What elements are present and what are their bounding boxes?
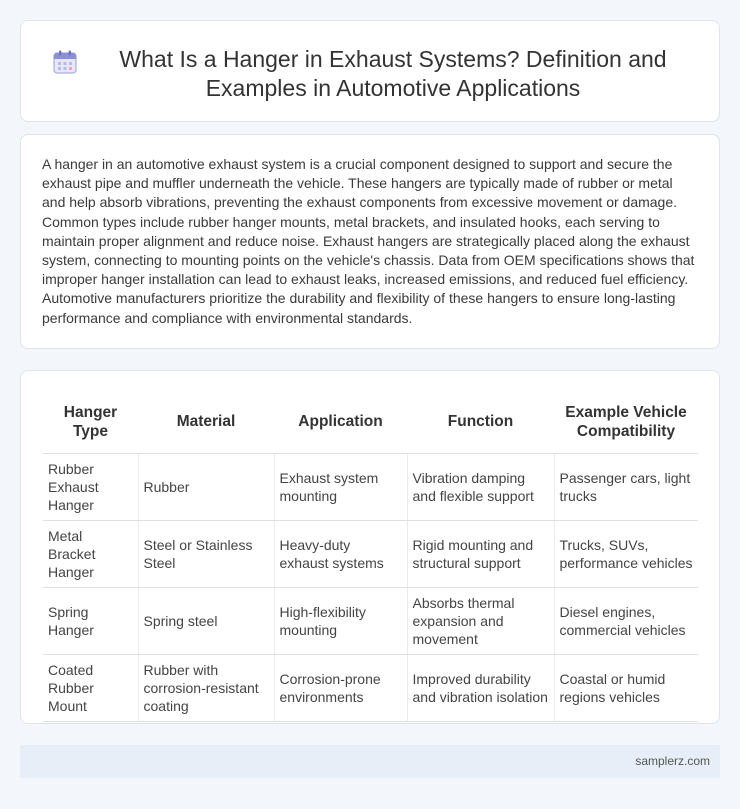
table-cell: Corrosion-prone environments <box>274 654 407 721</box>
table-cell: Metal Bracket Hanger <box>43 520 138 587</box>
column-header: Example Vehicle Compatibility <box>554 391 698 453</box>
table-cell: Vibration damping and flexible support <box>407 453 554 520</box>
table-cell: Improved durability and vibration isolation <box>407 654 554 721</box>
table-cell: Rubber Exhaust Hanger <box>43 453 138 520</box>
hanger-table <box>43 391 698 722</box>
table-cell: Absorbs thermal expansion and movement <box>407 587 554 654</box>
table-cell: Steel or Stainless Steel <box>138 520 274 587</box>
table-cell: Spring steel <box>138 587 274 654</box>
column-header: Function <box>407 391 554 453</box>
table-cell: Diesel engines, commercial vehicles <box>554 587 698 654</box>
footer-site-link[interactable]: samplerz.com <box>635 754 710 768</box>
calendar-icon <box>52 49 78 75</box>
table-row <box>43 453 698 520</box>
table-cell: Coated Rubber Mount <box>43 654 138 721</box>
table-cell: Passenger cars, light trucks <box>554 453 698 520</box>
title-card <box>20 20 720 122</box>
table-cell: Rubber with corrosion-resistant coating <box>138 654 274 721</box>
description-text: A hanger in an automotive exhaust system is a crucial component designed to support and secure the exhaust pipe and muffler underneath the vehicle. These hangers are typically made of rubber or metal and help absorb vibrations, preventing the exhaust components from excessive movement or damage. Common types include rubber hanger mounts, metal brackets, and insulated hooks, each serving to maintain proper alignment and reduce noise. Exhaust hangers are strategically placed along the exhaust system, connecting to mounting points on the vehicle's chassis. Data from OEM specifications shows that improper hanger installation can lead to exhaust leaks, increased emissions, and reduced fuel efficiency. Automotive manufacturers prioritize the durability and flexibility of these hangers to ensure long-lasting performance and compliance with environmental standards. <box>42 156 695 326</box>
page-title: What Is a Hanger in Exhaust Systems? Definition and Examples in Automotive Applications <box>119 46 667 101</box>
table-cell: Heavy-duty exhaust systems <box>274 520 407 587</box>
table-cell: Coastal or humid regions vehicles <box>554 654 698 721</box>
description-card <box>20 134 720 349</box>
table-cell: High-flexibility mounting <box>274 587 407 654</box>
table-cell: Exhaust system mounting <box>274 453 407 520</box>
column-header: Hanger Type <box>43 391 138 453</box>
table-row <box>43 587 698 654</box>
table-row <box>43 654 698 721</box>
title-row <box>21 21 719 103</box>
table-cell: Rigid mounting and structural support <box>407 520 554 587</box>
table-header-row <box>43 391 698 453</box>
table-card <box>20 370 720 724</box>
column-header: Material <box>138 391 274 453</box>
table-cell: Trucks, SUVs, performance vehicles <box>554 520 698 587</box>
table-cell: Spring Hanger <box>43 587 138 654</box>
table-cell: Rubber <box>138 453 274 520</box>
footer-bar <box>20 745 720 778</box>
column-header: Application <box>274 391 407 453</box>
table-row <box>43 520 698 587</box>
